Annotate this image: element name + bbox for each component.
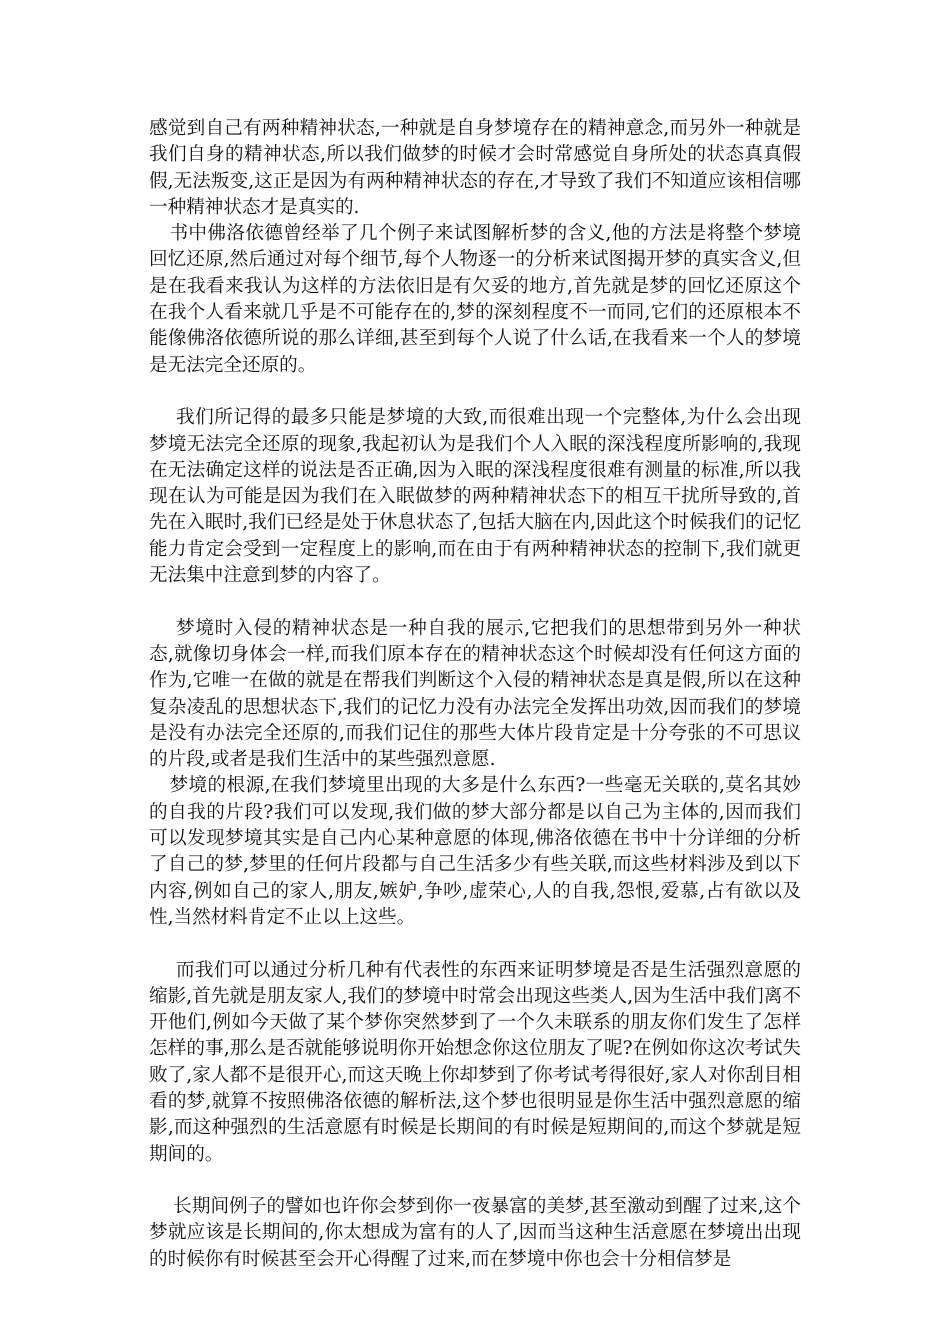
paragraph-gap bbox=[149, 379, 801, 405]
paragraph-2: 书中佛洛依德曾经举了几个例子来试图解析梦的含义,他的方法是将整个梦境回忆还原,然后通过对每个细节,每个人物逐一的分析来试图揭开梦的真实含义,但是在我看来我认为这样的方法依旧是有欠妥的地方,首先就是梦的回忆还原这个在我个人看来就几乎是不可能存在的,梦的深刻程度不一而同,它们的还原根本不能像佛洛依德所说的那么详细,甚至到每个人说了什么话,在我看来一个人的梦境是无法完全还原的。 bbox=[149, 223, 801, 376]
paragraph-4: 梦境时入侵的精神状态是一种自我的展示,它把我们的思想带到另外一种状态,就像切身体会一样,而我们原本存在的精神状态这个时候却没有任何这方面的作为,它唯一在做的就是在帮我们判断这个入侵的精神状态是真是假,所以在这种复杂凌乱的思想状态下,我们的记忆力没有办法完全发挥出功效,因而我们的梦境是没有办法完全还原的,而我们记住的那些大体片段肯定是十分夸张的不可思议的片段,或者是我们生活中的某些强烈意愿. bbox=[149, 617, 801, 771]
paragraph-6: 而我们可以通过分析几种有代表性的东西来证明梦境是否是生活强烈意愿的缩影,首先就是朋友家人,我们的梦境中时常会出现这些类人,因为生活中我们离不开他们,例如今天做了某个梦你突然梦到了一个久未联系的朋友你们发生了怎样怎样的事,那么是否就能够说明你开始想念你这位朋友了呢?在例如你这次考试失败了,家人都不是很开心,而这天晚上你却梦到了你考试考得很好,家人对你刮目相看的梦,就算不按照佛洛依德的解析法,这个梦也很明显是你生活中强烈意愿的缩影,而这种强烈的生活意愿有时候是长期间的有时候是短期间的,而这个梦就是短期间的。 bbox=[149, 959, 801, 1165]
paragraph-gap bbox=[149, 589, 801, 615]
body-text bbox=[149, 116, 801, 1273]
paragraph-gap bbox=[149, 1168, 801, 1194]
paragraph-7: 长期间例子的譬如也许你会梦到你一夜暴富的美梦,甚至激动到醒了过来,这个梦就应该是长期间的,你太想成为富有的人了,因而当这种生活意愿在梦境出出现的时候你有时候甚至会开心得醒了过来,而在梦境中你也会十分相信梦是 bbox=[149, 1196, 801, 1270]
paragraph-3: 我们所记得的最多只能是梦境的大致,而很难出现一个完整体,为什么会出现梦境无法完全还原的现象,我起初认为是我们个人入眠的深浅程度所影响的,我现在无法确定这样的说法是否正确,因为入眠的深浅程度很难有测量的标准,所以我现在认为可能是因为我们在入眠做梦的两种精神状态下的相互干扰所导致的,首先在入眠时,我们已经是处于休息状态了,包括大脑在内,因此这个时候我们的记忆能力肯定会受到一定程度上的影响,而在由于有两种精神状态的控制下,我们就更无法集中注意到梦的内容了。 bbox=[149, 407, 801, 587]
paragraph-gap bbox=[149, 931, 801, 957]
paragraph-5: 梦境的根源,在我们梦境里出现的大多是什么东西?一些毫无关联的,莫名其妙的自我的片段?我们可以发现,我们做的梦大部分都是以自己为主体的,因而我们可以发现梦境其实是自己内心某种意愿的体现,佛洛依德在书中十分详细的分析了自己的梦,梦里的任何片段都与自己生活多少有些关联,而这些材料涉及到以下内容,例如自己的家人,朋友,嫉妒,争吵,虚荣心,人的自我,怨恨,爱慕,占有欲以及性,当然材料肯定不止以上这些。 bbox=[149, 775, 801, 928]
paragraph-1: 感觉到自己有两种精神状态,一种就是自身梦境存在的精神意念,而另外一种就是我们自身的精神状态,所以我们做梦的时候才会时常感觉自身所处的状态真真假假,无法叛变,这正是因为有两种精神状态的存在,才导致了我们不知道应该相信哪一种精神状态才是真实的. bbox=[149, 118, 801, 218]
